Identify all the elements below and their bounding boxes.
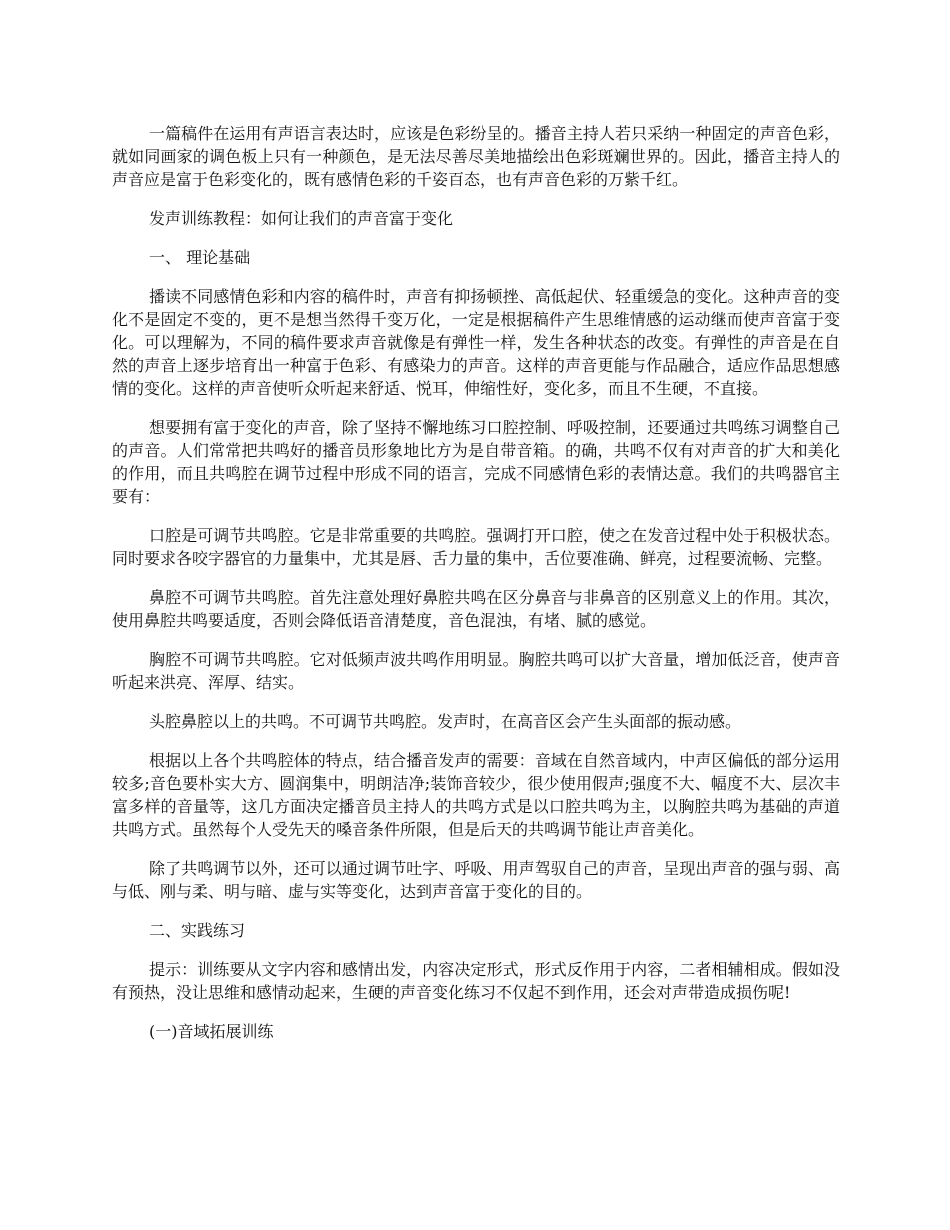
section-heading-practice: 二、实践练习 bbox=[149, 921, 246, 940]
chest-cavity-paragraph: 胸腔不可调节共鸣腔。它对低频声波共鸣作用明显。胸腔共鸣可以扩大音量，增加低泛音，使声音听起来洪亮、浑厚、结实。 bbox=[112, 650, 840, 692]
head-cavity-paragraph: 头腔鼻腔以上的共鸣。不可调节共鸣腔。发声时，在高音区会产生头面部的振动感。 bbox=[149, 712, 742, 731]
resonance-summary-paragraph: 根据以上各个共鸣腔体的特点，结合播音发声的需要：音域在自然音域内，中声区偏低的部分运用较多;音色要朴实大方、圆润集中，明朗洁净;装饰音较少，很少使用假声;强度不大、幅度不大、层次丰富多样的音量等，这几方面决定播音员主持人的共鸣方式是以口腔共鸣为主，以胸腔共鸣为基础的声道共鸣方式。虽然每个人受先天的嗓音条件所限，但是后天的共鸣调节能让声音美化。 bbox=[112, 751, 840, 839]
theory-paragraph: 播读不同感情色彩和内容的稿件时，声音有抑扬顿挫、高低起伏、轻重缓急的变化。这种声音的变化不是固定不变的，更不是想当然得千变万化，一定是根据稿件产生思维情感的运动继而使声音富于变化。可以理解为，不同的稿件要求声音就像是有弹性一样，发生各种状态的改变。有弹性的声音是在自然的声音上逐步培育出一种富于色彩、有感染力的声音。这样的声音更能与作品融合，适应作品思想感情的变化。这样的声音使听众听起来舒适、悦耳，伸缩性好，变化多，而且不生硬，不直接。 bbox=[112, 287, 840, 398]
nasal-cavity-paragraph: 鼻腔不可调节共鸣腔。首先注意处理好鼻腔共鸣在区分鼻音与非鼻音的区别意义上的作用。其次，使用鼻腔共鸣要适度，否则会降低语音清楚度，音色混浊，有堵、腻的感觉。 bbox=[112, 588, 840, 630]
resonance-intro-paragraph: 想要拥有富于变化的声音，除了坚持不懈地练习口腔控制、呼吸控制，还要通过共鸣练习调整自己的声音。人们常常把共鸣好的播音员形象地比方为是自带音箱。的确，共鸣不仅有对声音的扩大和美化的作用，而且共鸣腔在调节过程中形成不同的语言，完成不同感情色彩的表情达意。我们的共鸣器官主要有： bbox=[112, 418, 840, 506]
subsection-heading-range: (一)音域拓展训练 bbox=[149, 1022, 274, 1041]
document-body bbox=[112, 122, 840, 1059]
oral-cavity-paragraph: 口腔是可调节共鸣腔。它是非常重要的共鸣腔。强调打开口腔，使之在发音过程中处于积极状态。同时要求各咬字器官的力量集中，尤其是唇、舌力量的集中，舌位要准确、鲜亮，过程要流畅、完整。 bbox=[112, 526, 840, 568]
intro-paragraph: 一篇稿件在运用有声语言表达时，应该是色彩纷呈的。播音主持人若只采纳一种固定的声音色彩，就如同画家的调色板上只有一种颜色，是无法尽善尽美地描绘出色彩斑斓世界的。因此，播音主持人的声音应是富于色彩变化的，既有感情色彩的千姿百态，也有声音色彩的万紫千红。 bbox=[112, 124, 840, 189]
section-heading-theory: 一、 理论基础 bbox=[149, 248, 251, 267]
practice-tip-paragraph: 提示：训练要从文字内容和感情出发，内容决定形式，形式反作用于内容，二者相辅相成。假如没有预热，没让思维和感情动起来，生硬的声音变化练习不仅起不到作用，还会对声带造成损伤呢! bbox=[112, 960, 840, 1002]
tutorial-title: 发声训练教程：如何让我们的声音富于变化 bbox=[149, 209, 454, 228]
voice-control-paragraph: 除了共鸣调节以外，还可以通过调节吐字、呼吸、用声驾驭自己的声音，呈现出声音的强与弱、高与低、刚与柔、明与暗、虚与实等变化，达到声音富于变化的目的。 bbox=[112, 859, 840, 901]
